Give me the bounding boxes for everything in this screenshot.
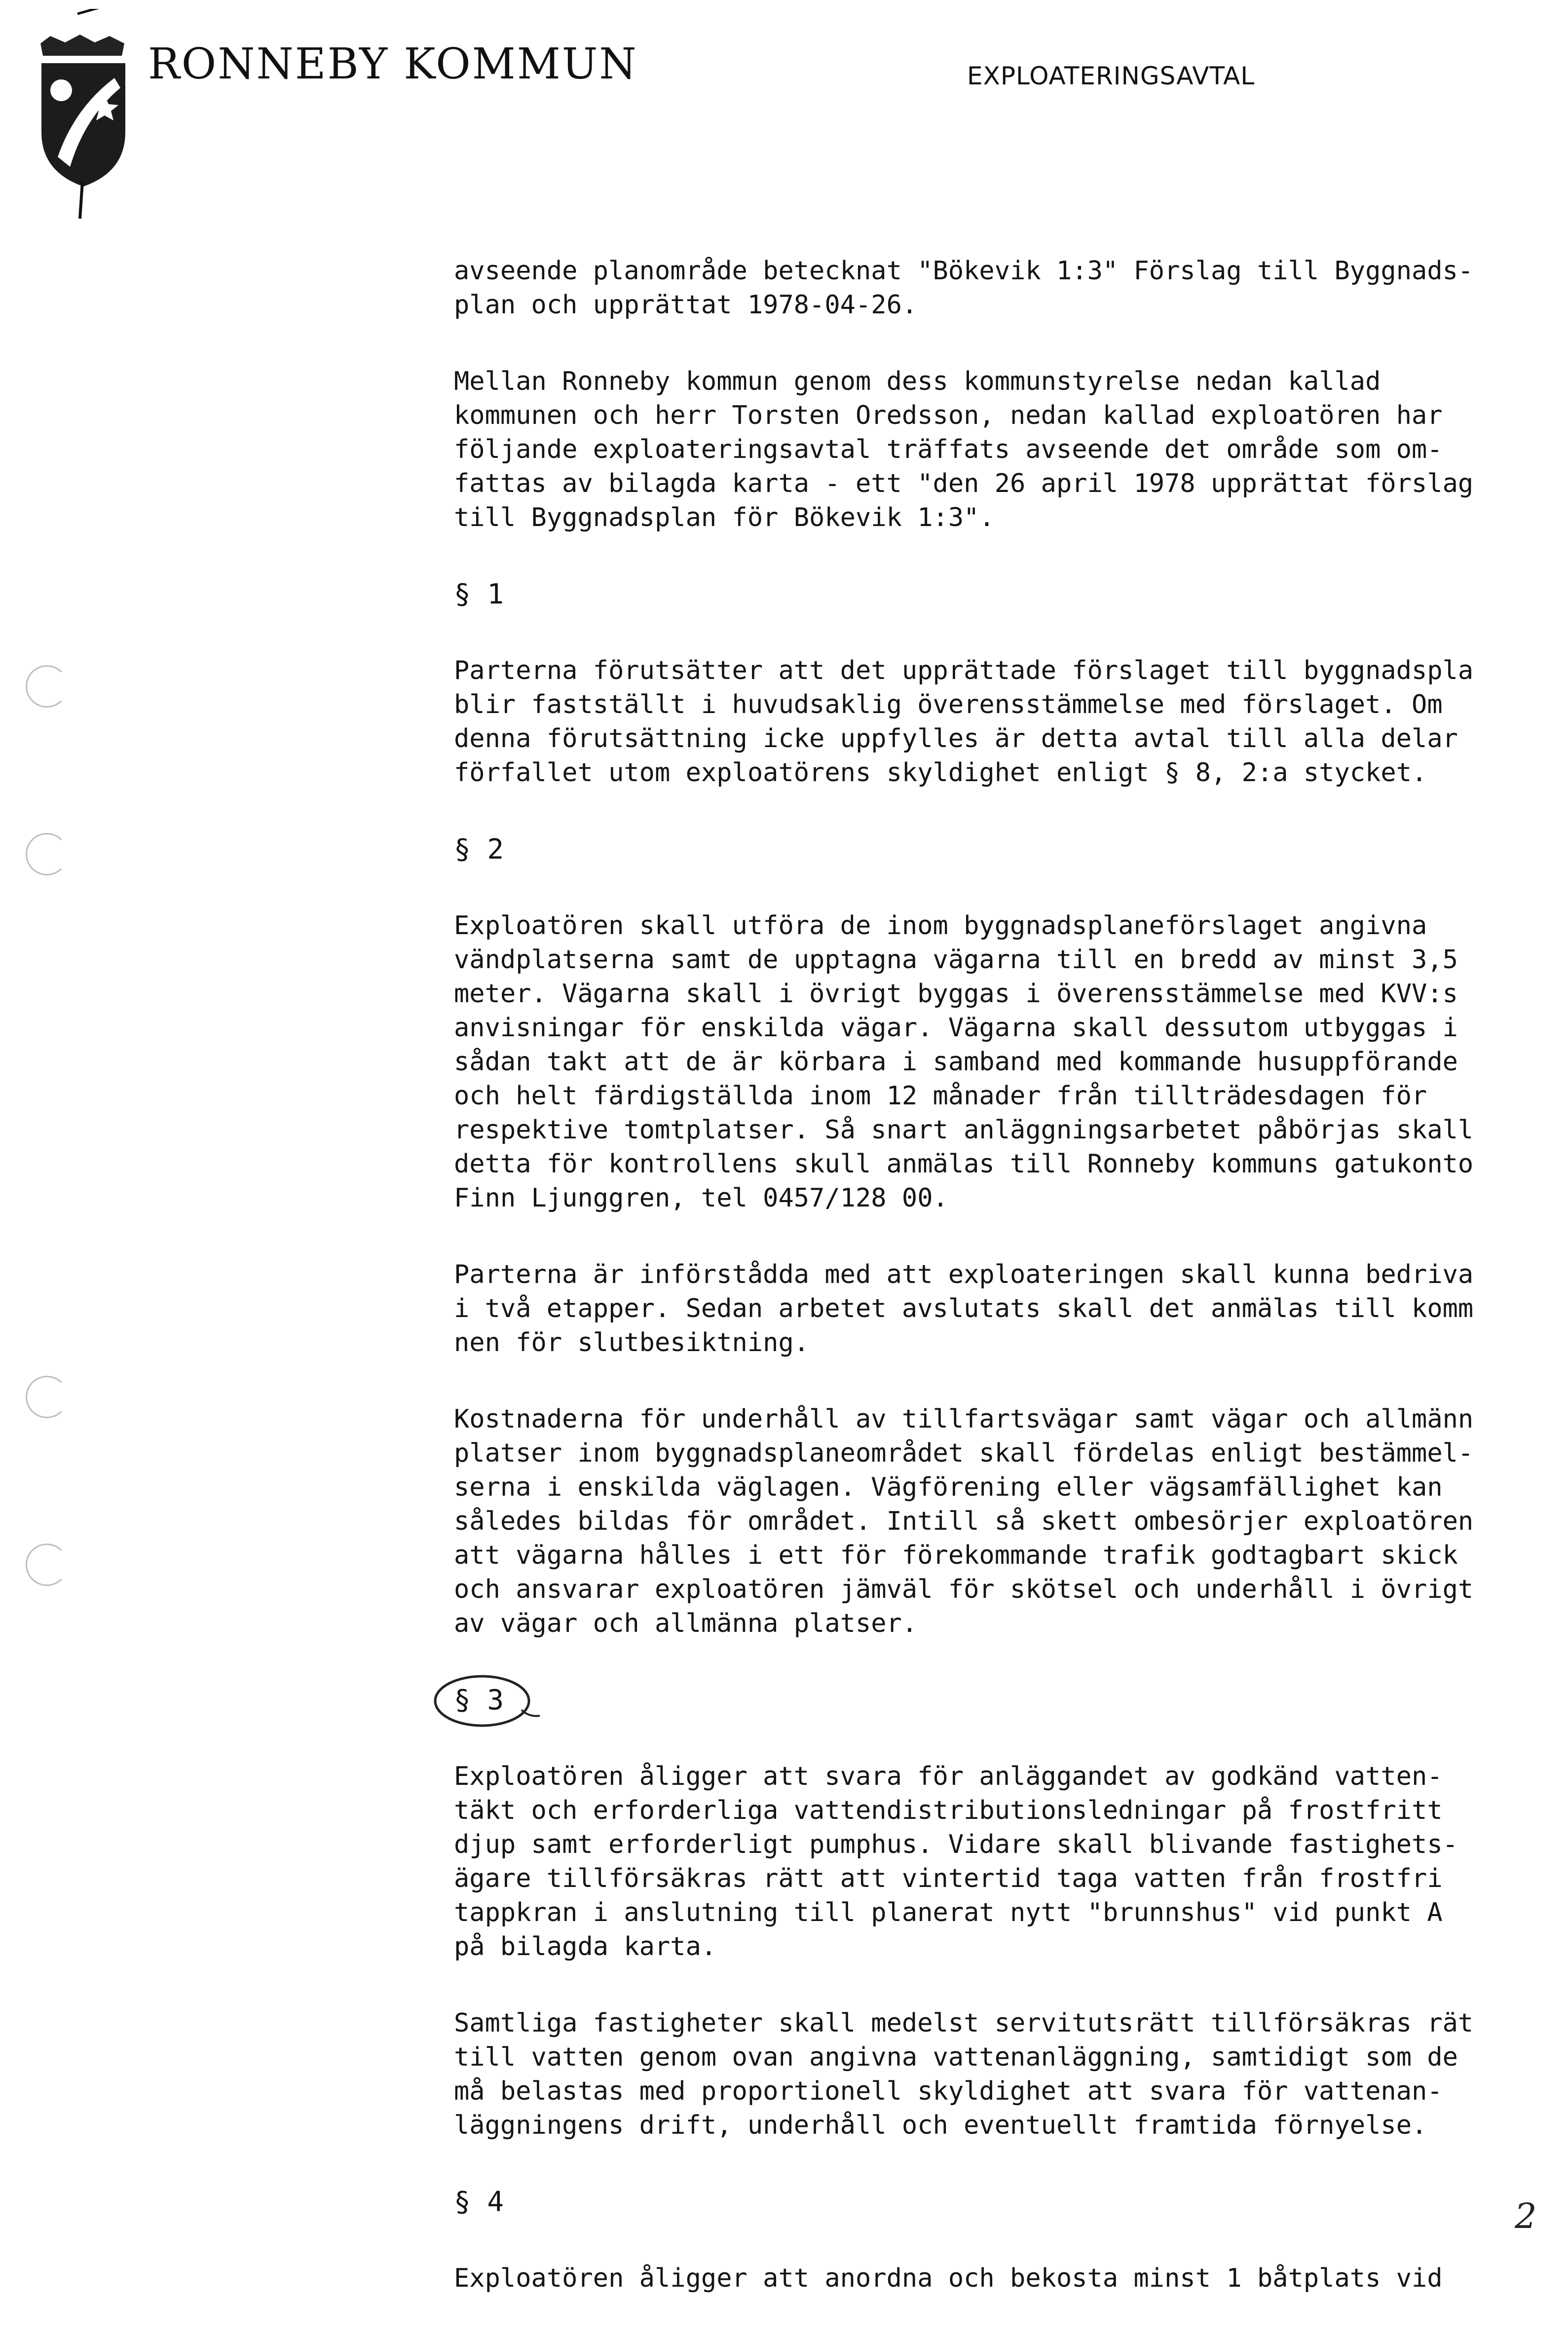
hand-drawn-circle-annotation bbox=[430, 1670, 544, 1735]
text-line: följande exploateringsavtal träffats avseende det område som om- bbox=[454, 435, 1443, 464]
text-line: sådan takt att de är körbara i samband med kommande husuppförande bbox=[454, 1047, 1458, 1077]
text-line: och helt färdigställda inom 12 månader från tillträdesdagen för bbox=[454, 1081, 1427, 1111]
parties-paragraph bbox=[454, 365, 1554, 535]
text-line: fattas av bilagda karta - ett "den 26 april 1978 upprättat förslag bbox=[454, 469, 1474, 498]
section-paragraph bbox=[454, 2006, 1554, 2143]
text-line: nen för slutbesiktning. bbox=[454, 1328, 810, 1358]
text-line: djup samt erforderligt pumphus. Vidare skall blivande fastighets- bbox=[454, 1830, 1458, 1859]
text-line: av vägar och allmänna platser. bbox=[454, 1609, 918, 1638]
text-line: respektive tomtplatser. Så snart anläggningsarbetet påbörjas skall bbox=[454, 1115, 1474, 1145]
text-line: Kostnaderna för underhåll av tillfartsvägar samt vägar och allmänn bbox=[454, 1404, 1474, 1434]
document-body bbox=[454, 254, 1554, 2338]
section-heading-label: § 3 bbox=[454, 1684, 504, 1716]
section-heading: § 4 bbox=[454, 2186, 504, 2218]
punch-hole bbox=[26, 1544, 68, 1586]
section-paragraph bbox=[454, 909, 1554, 1215]
text-line: i två etapper. Sedan arbetet avslutats skall det anmälas till komm bbox=[454, 1294, 1474, 1323]
text-line: blir fastställt i huvudsaklig överensstämmelse med förslaget. Om bbox=[454, 690, 1443, 719]
text-line: vändplatserna samt de upptagna vägarna till en bredd av minst 3,5 bbox=[454, 945, 1458, 975]
text-line: Exploatören skall utföra de inom byggnadsplaneförslaget angivna bbox=[454, 911, 1427, 941]
section-paragraph bbox=[454, 2262, 1554, 2296]
punch-hole bbox=[26, 665, 68, 708]
handwritten-page-number: 2 bbox=[1515, 2196, 1537, 2236]
text-line: denna förutsättning icke uppfylles är detta avtal till alla delar bbox=[454, 724, 1458, 754]
text-line: meter. Vägarna skall i övrigt byggas i överensstämmelse med KVV:s bbox=[454, 979, 1458, 1009]
section-paragraph bbox=[454, 654, 1554, 790]
text-line: anvisningar för enskilda vägar. Vägarna skall dessutom utbyggas i bbox=[454, 1013, 1458, 1043]
text-line: tappkran i anslutning till planerat nytt "brunnshus" vid punkt A bbox=[454, 1898, 1443, 1927]
text-line: platser inom byggnadsplaneområdet skall fördelas enligt bestämmel- bbox=[454, 1438, 1474, 1468]
section-paragraph bbox=[454, 1760, 1554, 1964]
text-line: Exploatören åligger att svara för anläggandet av godkänd vatten- bbox=[454, 1762, 1443, 1791]
text-line: kommunen och herr Torsten Oredsson, nedan kallad exploatören har bbox=[454, 401, 1443, 430]
intro-paragraph bbox=[454, 254, 1554, 322]
text-line: Parterna är införstådda med att exploateringen skall kunna bedriva bbox=[454, 1260, 1474, 1289]
text-line: således bildas för området. Intill så skett ombesörjer exploatören bbox=[454, 1507, 1474, 1536]
text-line: ägare tillförsäkras rätt att vintertid taga vatten från frostfri bbox=[454, 1864, 1443, 1893]
section-heading: § 1 bbox=[454, 578, 504, 610]
text-line: Parterna förutsätter att det upprättade förslaget till byggnadspla bbox=[454, 656, 1474, 685]
text-line: att vägarna hålles i ett för förekommande trafik godtagbart skick bbox=[454, 1541, 1458, 1570]
text-line: plan och upprättat 1978-04-26. bbox=[454, 290, 918, 320]
text-line: Mellan Ronneby kommun genom dess kommunstyrelse nedan kallad bbox=[454, 367, 1381, 396]
municipality-name: RONNEBY KOMMUN bbox=[148, 39, 638, 89]
text-line: läggningens drift, underhåll och eventuellt framtida förnyelse. bbox=[454, 2111, 1427, 2140]
text-line: avseende planområde betecknat "Bökevik 1:3" Förslag till Byggnads- bbox=[454, 256, 1474, 286]
text-line: till vatten genom ovan angivna vattenanläggning, samtidigt som de bbox=[454, 2042, 1458, 2072]
punch-hole bbox=[26, 1376, 68, 1418]
text-line: Exploatören åligger att anordna och bekosta minst 1 båtplats vid bbox=[454, 2263, 1443, 2293]
text-line: Finn Ljunggren, tel 0457/128 00. bbox=[454, 1183, 948, 1213]
section-heading: § 2 bbox=[454, 833, 504, 866]
section-paragraph bbox=[454, 1258, 1554, 1360]
text-line: Samtliga fastigheter skall medelst servitutsrätt tillförsäkras rät bbox=[454, 2008, 1474, 2038]
text-line: detta för kontrollens skull anmälas till Ronneby kommuns gatukonto bbox=[454, 1149, 1474, 1179]
text-line: täkt och erforderliga vattendistributionsledningar på frostfritt bbox=[454, 1796, 1443, 1825]
text-line: förfallet utom exploatörens skyldighet enligt § 8, 2:a stycket. bbox=[454, 758, 1427, 788]
text-line: serna i enskilda väglagen. Vägförening eller vägsamfällighet kan bbox=[454, 1472, 1443, 1502]
text-line: och ansvarar exploatören jämväl för skötsel och underhåll i övrigt bbox=[454, 1575, 1474, 1604]
text-line: må belastas med proportionell skyldighet att svara för vattenan- bbox=[454, 2076, 1443, 2106]
section-paragraph bbox=[454, 1402, 1554, 1641]
text-line: på bilagda karta. bbox=[454, 1932, 717, 1961]
section-heading-circled bbox=[444, 1683, 514, 1717]
document-type-title: EXPLOATERINGSAVTAL bbox=[967, 62, 1255, 90]
ronneby-coat-of-arms-logo bbox=[31, 9, 137, 221]
punch-hole bbox=[26, 833, 68, 875]
text-line: till Byggnadsplan för Bökevik 1:3". bbox=[454, 503, 995, 532]
